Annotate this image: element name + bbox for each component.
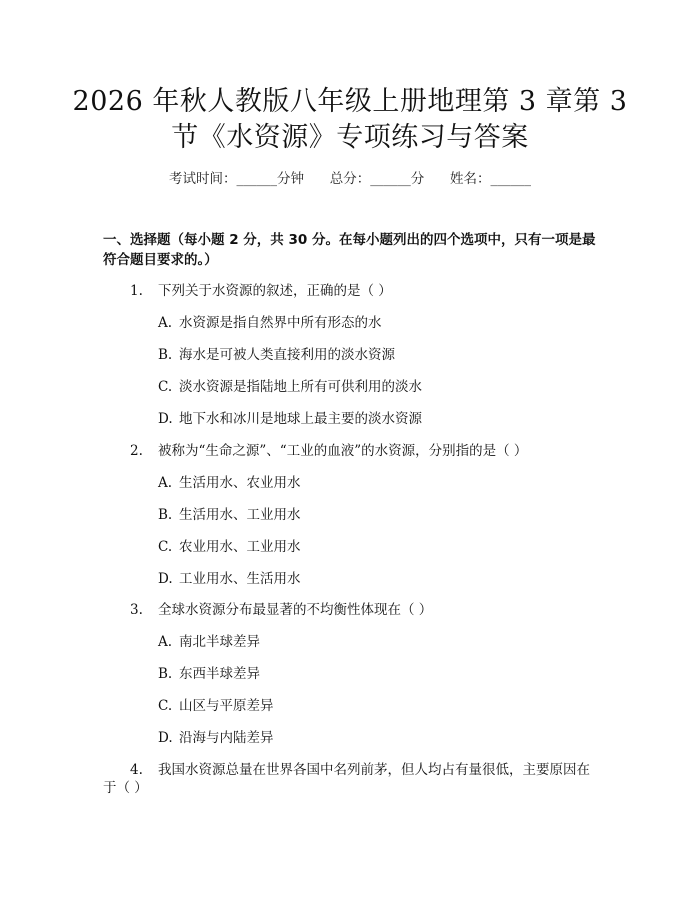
option-text: 淡水资源是指陆地上所有可供利用的淡水 (179, 379, 422, 395)
option-letter: B. (158, 347, 173, 363)
document-title-line1: 2026 年秋人教版八年级上册地理第 3 章第 3 (72, 86, 628, 117)
question-2 (130, 441, 527, 461)
option-letter: D. (158, 571, 173, 587)
document-title-line2: 节《水资源》专项练习与答案 (171, 122, 529, 153)
option-letter: A. (158, 315, 173, 331)
question-1 (130, 281, 392, 301)
option-letter: D. (158, 730, 173, 746)
question-3-option-b (158, 664, 260, 684)
option-text: 生活用水、工业用水 (179, 507, 301, 523)
question-number: 4. (130, 762, 143, 778)
option-text: 农业用水、工业用水 (179, 539, 301, 555)
question-3-option-a (158, 632, 260, 652)
section-heading-line1: 一、选择题（每小题 2 分，共 30 分。在每小题列出的四个选项中，只有一项是最 (103, 232, 596, 248)
option-text: 地下水和冰川是地球上最主要的淡水资源 (179, 411, 422, 427)
question-stem: 全球水资源分布最显著的不均衡性体现在（ ） (158, 602, 433, 618)
question-2-option-d (158, 569, 301, 589)
option-letter: C. (158, 698, 173, 714)
question-2-option-b (158, 505, 301, 525)
option-letter: A. (158, 634, 173, 650)
exam-meta-line: 考试时间：______分钟 总分：______分 姓名：______ (169, 171, 531, 187)
question-2-option-a (158, 473, 301, 493)
question-stem: 我国水资源总量在世界各国中名列前茅，但人均占有量很低，主要原因在 (158, 762, 590, 778)
option-text: 生活用水、农业用水 (179, 475, 301, 491)
question-3-option-c (158, 696, 274, 716)
option-text: 山区与平原差异 (179, 698, 274, 714)
question-stem: 下列关于水资源的叙述，正确的是（ ） (158, 283, 392, 299)
question-4-stem-continuation: 于（ ） (103, 780, 148, 796)
question-3 (130, 600, 432, 620)
option-letter: D. (158, 411, 173, 427)
question-number: 1. (130, 283, 143, 299)
question-1-option-d (158, 409, 422, 429)
question-1-option-a (158, 313, 382, 333)
option-text: 海水是可被人类直接利用的淡水资源 (179, 347, 395, 363)
question-stem: 被称为“生命之源”、“工业的血液”的水资源，分别指的是（ ） (158, 443, 528, 459)
option-letter: C. (158, 539, 173, 555)
option-text: 沿海与内陆差异 (179, 730, 274, 746)
question-number: 2. (130, 443, 143, 459)
option-text: 水资源是指自然界中所有形态的水 (179, 315, 382, 331)
option-letter: B. (158, 507, 173, 523)
option-letter: B. (158, 666, 173, 682)
question-1-option-c (158, 377, 422, 397)
section-heading-line2: 符合题目要求的。） (103, 252, 218, 268)
option-letter: A. (158, 475, 173, 491)
option-text: 工业用水、生活用水 (179, 571, 301, 587)
question-3-option-d (158, 728, 274, 748)
question-4 (130, 760, 590, 780)
option-text: 南北半球差异 (179, 634, 260, 650)
option-letter: C. (158, 379, 173, 395)
question-1-option-b (158, 345, 395, 365)
question-number: 3. (130, 602, 143, 618)
question-2-option-c (158, 537, 301, 557)
option-text: 东西半球差异 (179, 666, 260, 682)
